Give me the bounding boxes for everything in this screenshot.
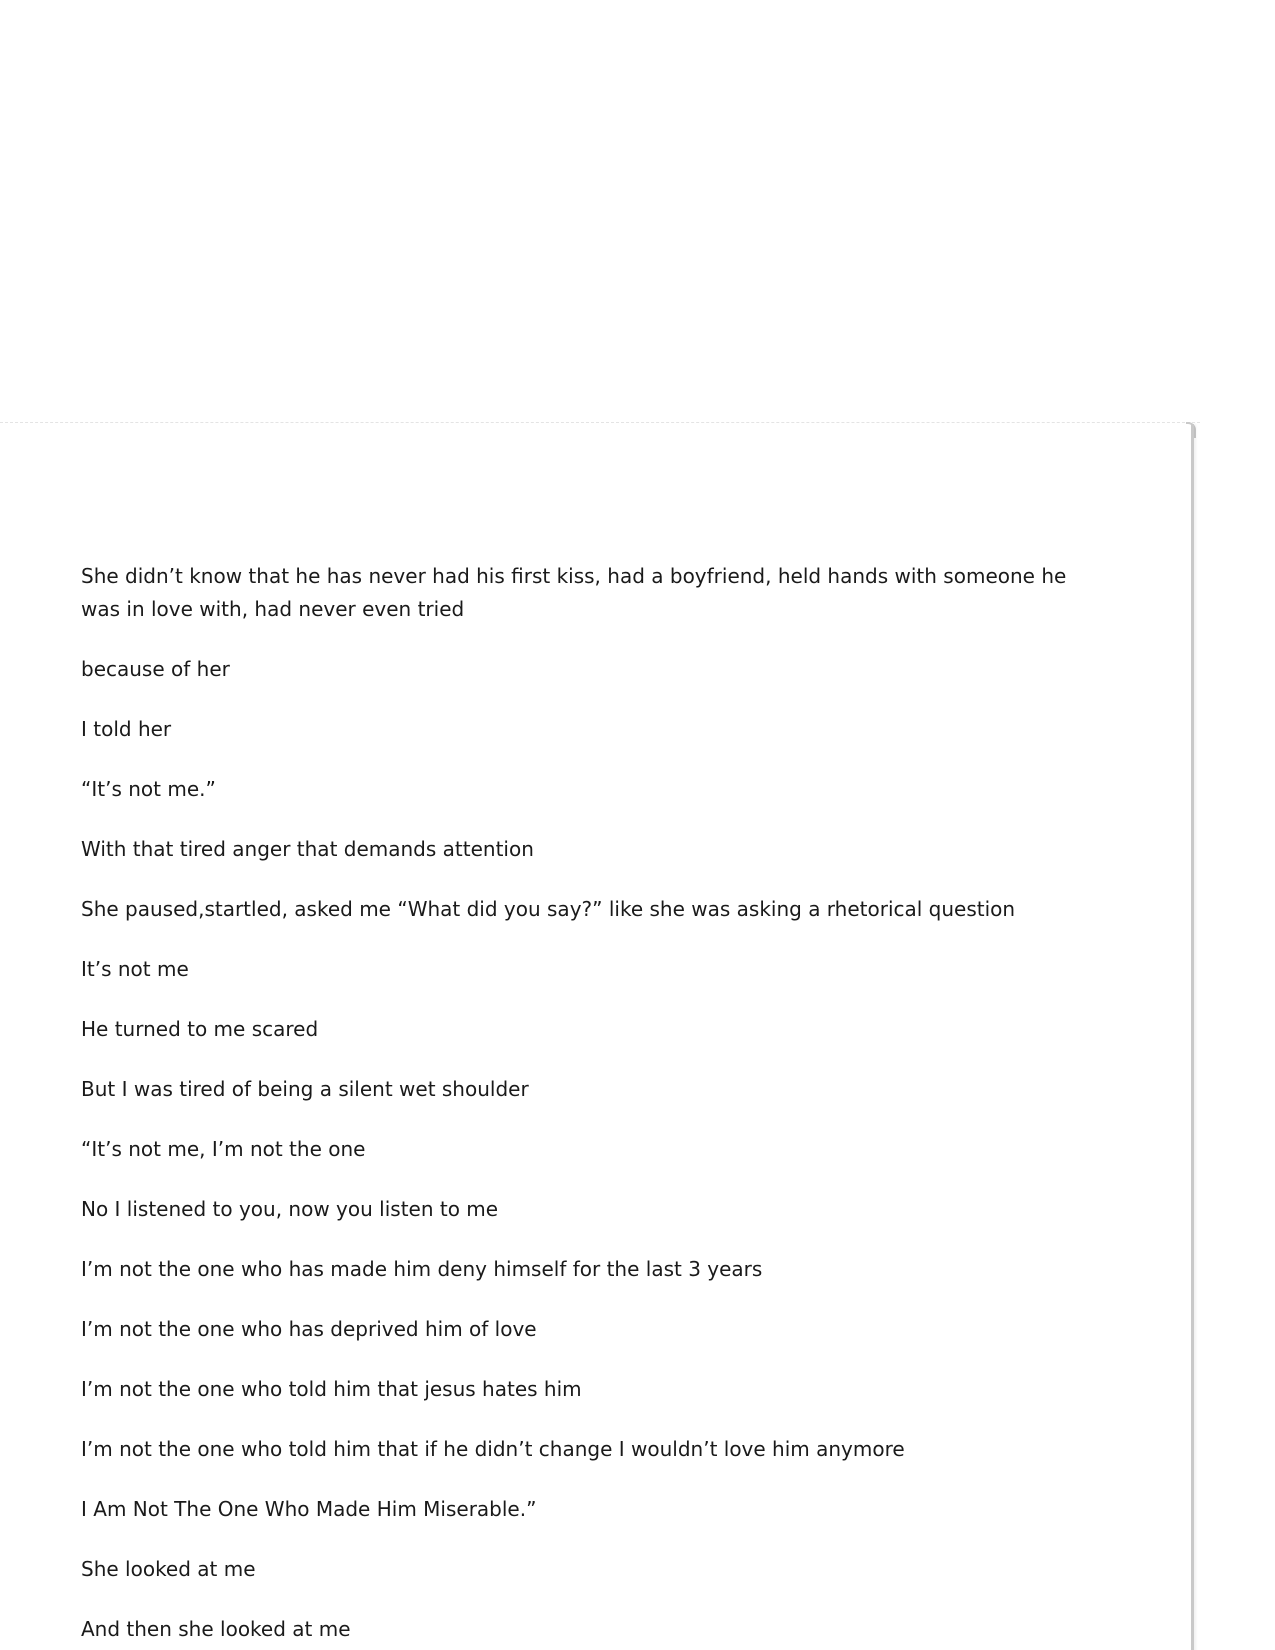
paragraph-8: He turned to me scared — [81, 1017, 319, 1041]
paragraph-12: I’m not the one who has made him deny himself for the last 3 years — [81, 1257, 763, 1281]
poem-text — [81, 560, 1081, 1650]
paragraph-2: because of her — [81, 657, 230, 681]
paragraph-7: It’s not me — [81, 957, 189, 981]
paragraph-13: I’m not the one who has deprived him of love — [81, 1317, 537, 1341]
paragraph-17: She looked at me — [81, 1557, 256, 1581]
paragraph-18: And then she looked at me — [81, 1617, 351, 1641]
paragraph-1: She didn’t know that he has never had his first kiss, had a boyfriend, held hands with someone he was in love with, had never even tried — [81, 564, 1067, 621]
paragraph-10: “It’s not me, I’m not the one — [81, 1137, 366, 1161]
paragraph-5: With that tired anger that demands attention — [81, 837, 534, 861]
paragraph-6: She paused,startled, asked me “What did you say?” like she was asking a rhetorical question — [81, 897, 1016, 921]
paper-top-edge — [0, 422, 1200, 423]
paragraph-14: I’m not the one who told him that jesus hates him — [81, 1377, 582, 1401]
paper-right-edge — [1191, 424, 1194, 1650]
paragraph-15: I’m not the one who told him that if he didn’t change I wouldn’t love him anymore — [81, 1437, 905, 1461]
paragraph-9: But I was tired of being a silent wet shoulder — [81, 1077, 529, 1101]
paragraph-16: I Am Not The One Who Made Him Miserable.” — [81, 1497, 537, 1521]
paragraph-4: “It’s not me.” — [81, 777, 216, 801]
paragraph-3: I told her — [81, 717, 172, 741]
paragraph-11: No I listened to you, now you listen to me — [81, 1197, 499, 1221]
